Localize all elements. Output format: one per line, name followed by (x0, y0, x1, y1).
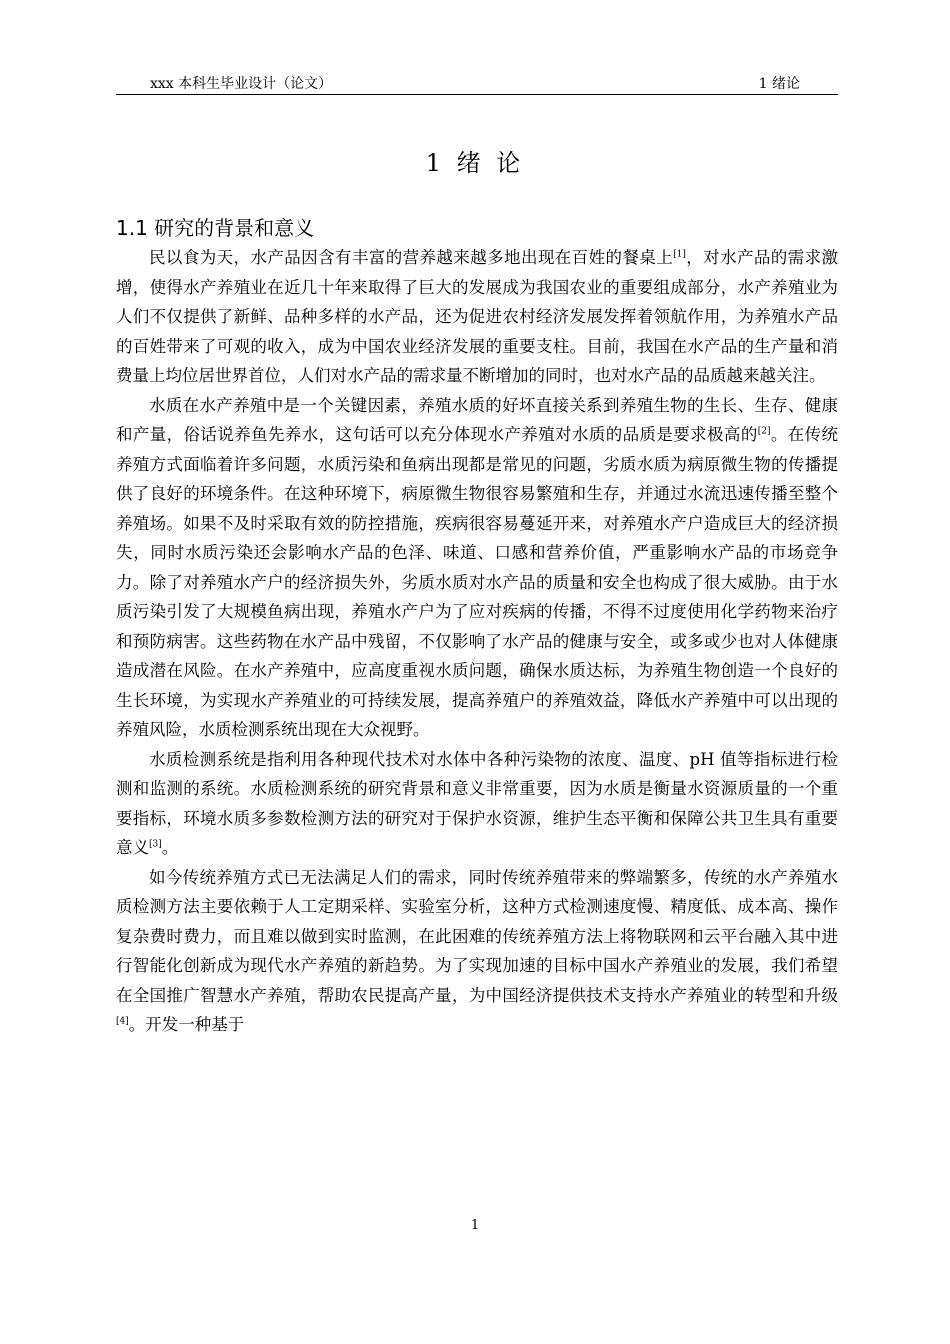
paragraph-text: 如今传统养殖方式已无法满足人们的需求，同时传统养殖带来的弊端繁多，传统的水产养殖水质检测方法主要依赖于人工定期采样、实验室分析，这种方式检测速度慢、精度低、成本高、操作复杂费时费力，而且难以做到实时监测，在此困难的传统养殖方法上将物联网和云平台融入其中进行智能化创新成为现代水产养殖的新趋势。为了实现加速的目标中国水产养殖业的发展，我们希望在全国推广智慧水产养殖，帮助农民提高产量，为中国经济提供技术支持水产养殖业的转型和升级 (116, 867, 838, 1005)
paragraph-text: 。开发一种基于 (128, 1015, 245, 1034)
paragraph (116, 391, 838, 745)
body-text (116, 243, 838, 1040)
running-header (116, 74, 838, 95)
header-chapter-name: 1 绪论 (758, 76, 800, 92)
page-number: 1 (470, 1218, 480, 1233)
paragraph-text: 。在传统养殖方式面临着许多问题，水质污染和鱼病出现都是常见的问题，劣质水质为病原微生物的传播提供了良好的环境条件。在这种环境下，病原微生物很容易繁殖和生存，并通过水流迅速传播至整个养殖场。如果不及时采取有效的防控措施，疾病很容易蔓延开来，对养殖水产户造成巨大的经济损失，同时水质污染还会影响水产品的色泽、味道、口感和营养价值，严重影响水产品的市场竞争力。除了对养殖水产户的经济损失外，劣质水质对水产品的质量和安全也构成了很大威胁。由于水质污染引发了大规模鱼病出现，养殖水产户为了应对疾病的传播，不得不过度使用化学药物来治疗和预防病害。这些药物在水产品中残留，不仅影响了水产品的健康与安全，或多或少也对人体健康造成潜在风险。在水产养殖中，应高度重视水质问题，确保水质达标，为养殖生物创造一个良好的生长环境，为实现水产养殖业的可持续发展，提高养殖户的养殖效益，降低水产养殖中可以出现的养殖风险，水质检测系统出现在大众视野。 (116, 425, 839, 739)
paragraph-text: 民以食为天，水产品因含有丰富的营养越来越多地出现在百姓的餐桌上 (149, 248, 674, 267)
paragraph (116, 243, 838, 391)
paragraph-text: 。 (161, 838, 179, 857)
header-thesis-title: xxx 本科生毕业设计（论文） (150, 76, 333, 92)
citation-marker: [4] (116, 1016, 129, 1027)
citation-marker: [2] (757, 426, 771, 437)
paragraph-text: ，对水产品的需求激增，使得水产养殖业在近几十年来取得了巨大的发展成为我国农业的重要组成部分，水产养殖业为人们不仅提供了新鲜、品种多样的水产品，还为促进农村经济发展发挥着领航作用，为养殖水产品的百姓带来了可观的收入，成为中国农业经济发展的重要支柱。目前，我国在水产品的生产量和消费量上均位居世界首位，人们对水产品的需求量不断增加的同时，也对水产品的品质越来越关注。 (116, 248, 838, 385)
citation-marker: [1] (673, 249, 686, 260)
chapter-title: 1 绪 论 (425, 149, 525, 177)
citation-marker: [3] (149, 839, 162, 850)
section-title: 1.1 研究的背景和意义 (116, 216, 315, 240)
paragraph-text: 水质检测系统是指利用各种现代技术对水体中各种污染物的浓度、温度、pH 值等指标进行检测和监测的系统。水质检测系统的研究背景和意义非常重要，因为水质是衡量水资源质量的一个重要指标，环境水质多参数检测方法的研究对于保护水资源，维护生态平衡和保障公共卫生具有重要意义 (116, 749, 838, 857)
paragraph-text: 水质在水产养殖中是一个关键因素，养殖水质的好坏直接关系到养殖生物的生长、生存、健康和产量，俗话说养鱼先养水，这句话可以充分体现水产养殖对水质的品质是要求极高的 (116, 395, 838, 444)
paragraph (116, 863, 838, 1040)
paragraph (116, 745, 838, 863)
